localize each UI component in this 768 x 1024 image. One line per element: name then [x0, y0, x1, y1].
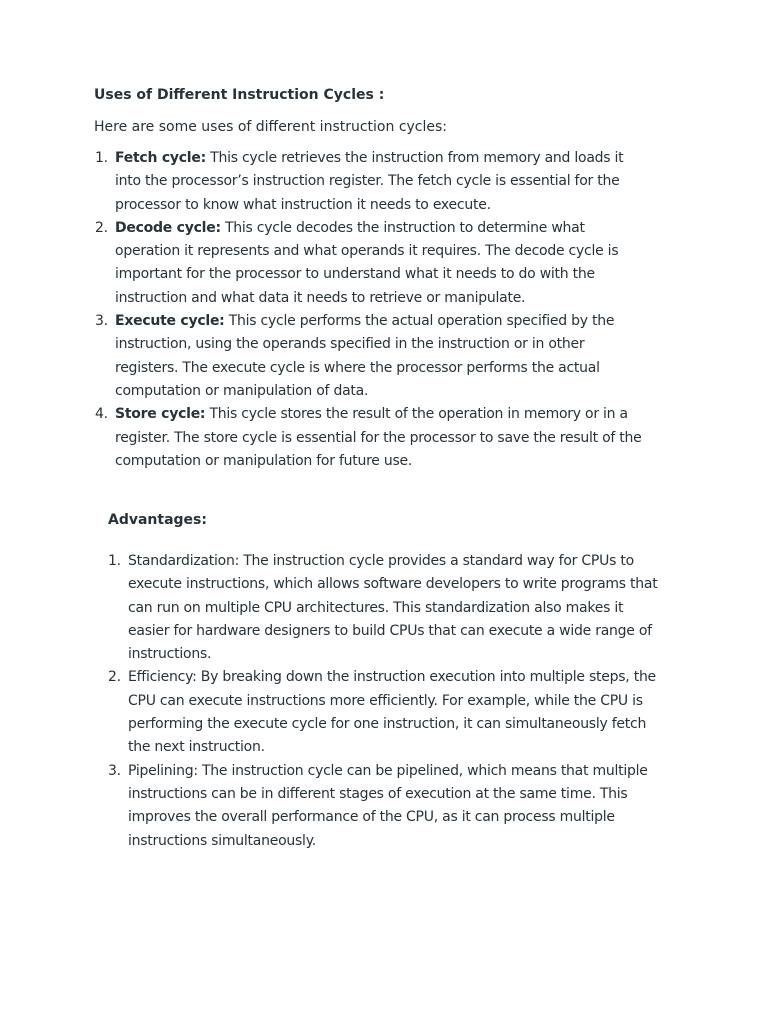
- list-item: 1. Standardization: The instruction cycle provides a standard way for CPUs to execute instructions, which allows software developers to write programs that can run on multiple CPU architectures. This standardization also makes it easier for hardware designers to build CPUs that can execute a wide range of instructions.: [108, 553, 658, 663]
- item-label: Store cycle:: [115, 406, 206, 423]
- list-item: 4. Store cycle: This cycle stores the result of the operation in memory or in a register. The store cycle is essential for the processor to save the result of the computation or manipulation for future use.: [95, 406, 642, 469]
- item-label: Execute cycle:: [115, 313, 225, 330]
- uses-intro: Here are some uses of different instruction cycles:: [94, 119, 448, 135]
- list-item: 2. Efficiency: By breaking down the instruction execution into multiple steps, the CPU can execute instructions more efficiently. For example, while the CPU is performing the execute cycle for one instruction, it can simultaneously fetch the next instruction.: [108, 669, 656, 756]
- uses-list: [95, 147, 650, 473]
- item-label: Decode cycle:: [115, 219, 221, 236]
- list-item: 3. Execute cycle: This cycle performs the actual operation specified by the instruction, using the operands specified in the instruction or in other registers. The execute cycle is where the processor performs the actual computation or manipulation of data.: [95, 313, 615, 399]
- advantages-list: [108, 550, 668, 853]
- list-item: 3. Pipelining: The instruction cycle can be pipelined, which means that multiple instructions can be in different stages of execution at the same time. This improves the overall performance of the CPU, as it can process multiple instructions simultaneously.: [108, 762, 648, 849]
- item-label: Fetch cycle:: [115, 150, 206, 166]
- advantages-heading: Advantages:: [108, 512, 207, 528]
- list-item: 1. Fetch cycle: This cycle retrieves the instruction from memory and loads it into the processor’s instruction register. The fetch cycle is essential for the processor to know what instruction it needs to execute.: [95, 150, 624, 213]
- list-item: 2. Decode cycle: This cycle decodes the instruction to determine what operation it represents and what operands it requires. The decode cycle is important for the processor to understand what it needs to do with the instruction and what data it needs to retrieve or manipulate.: [95, 219, 619, 306]
- uses-heading: Uses of Different Instruction Cycles :: [94, 87, 385, 103]
